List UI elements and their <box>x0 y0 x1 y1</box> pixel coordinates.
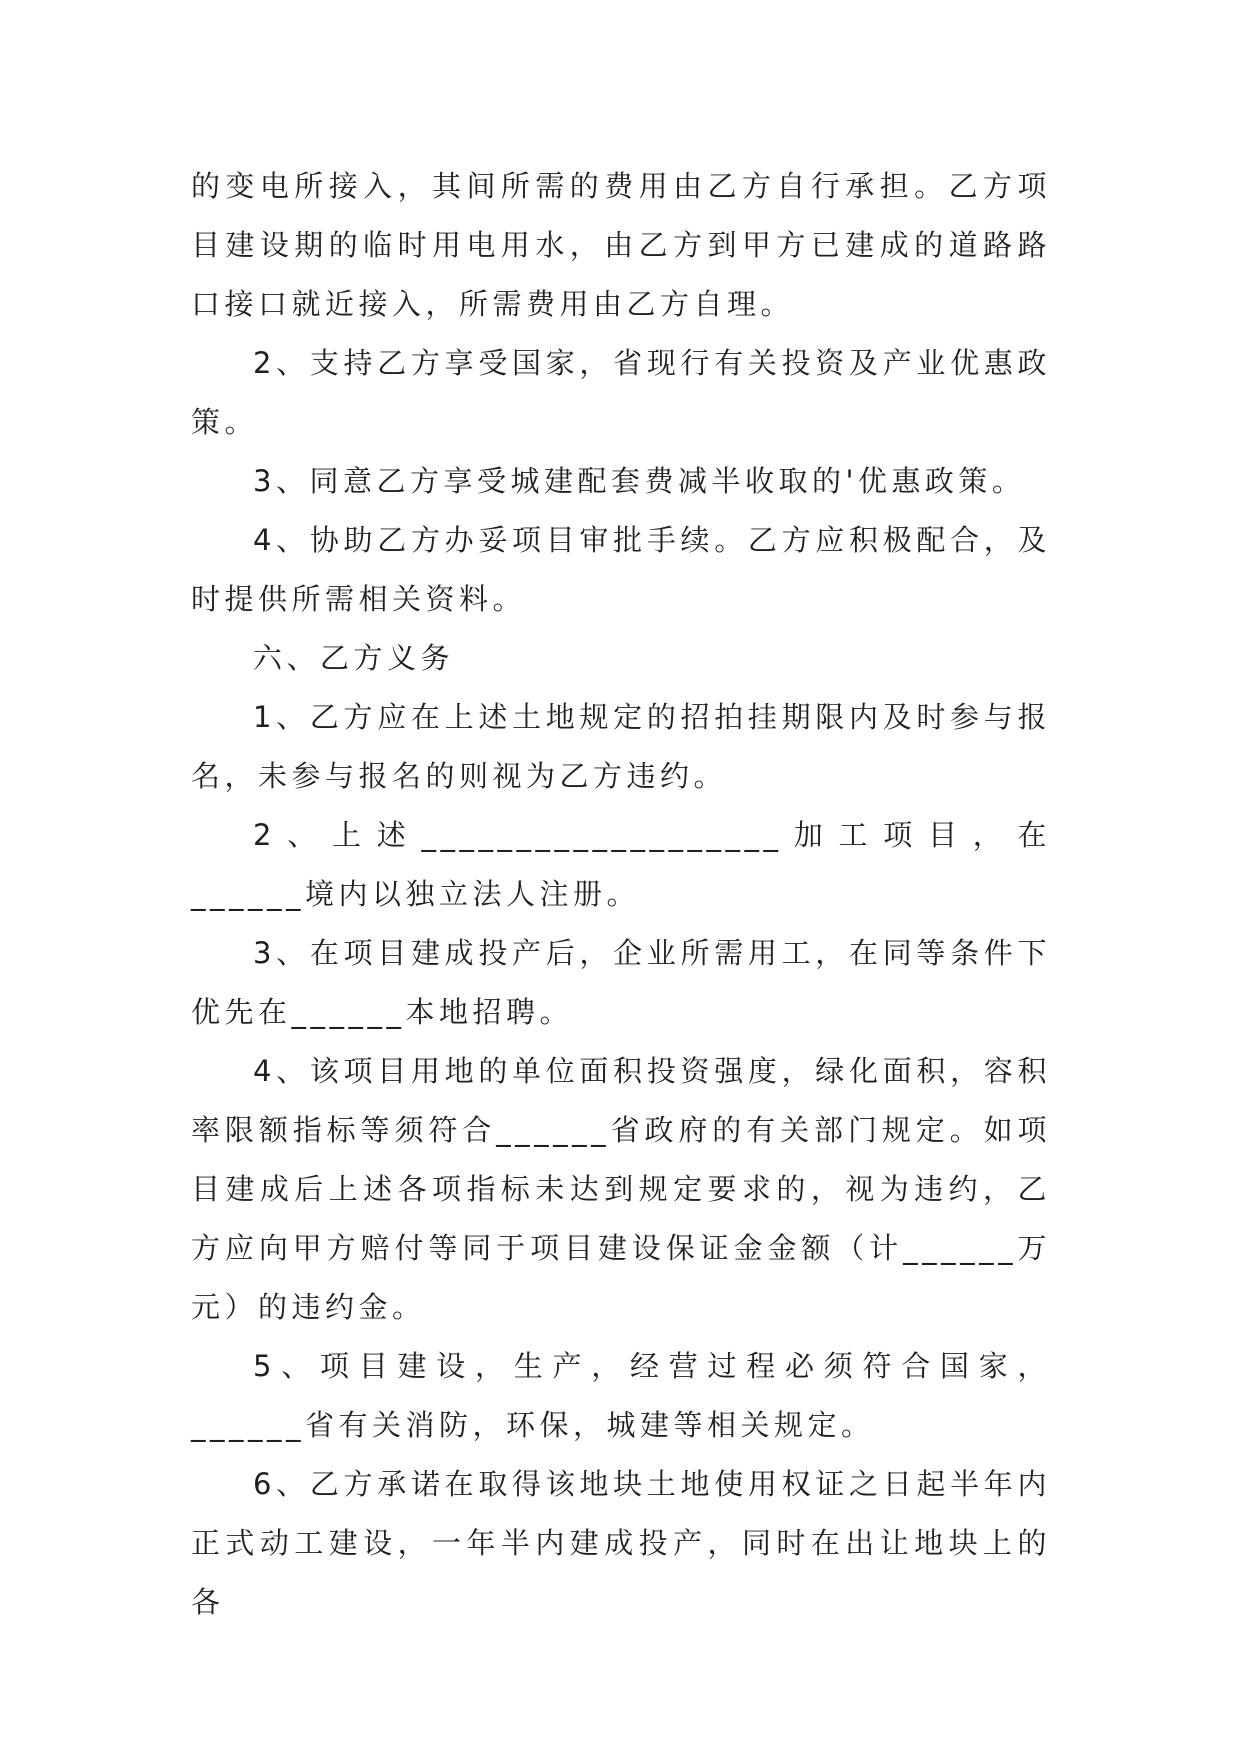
paragraph-obligation-6: 6、乙方承诺在取得该地块土地使用权证之日起半年内正式动工建设，一年半内建成投产，同时在出让地块上的各 <box>191 1467 1051 1619</box>
paragraph-obligation-1: 1、乙方应在上述土地规定的招拍挂期限内及时参与报名，未参与报名的则视为乙方违约。 <box>191 700 1051 793</box>
paragraph-obligation-2: 2、上述___________________加工项目，在______境内以独立法人注册。 <box>191 818 1051 911</box>
document-body <box>191 157 1051 1632</box>
paragraph-obligation-4: 4、该项目用地的单位面积投资强度，绿化面积，容积率限额指标等须符合______省政府的有关部门规定。如项目建成后上述各项指标未达到规定要求的，视为违约，乙方应向甲方赔付等同于项目建设保证金金额（计______万元）的违约金。 <box>191 1054 1051 1324</box>
paragraph-item-2-support-policy: 2、支持乙方享受国家，省现行有关投资及产业优惠政策。 <box>191 346 1051 439</box>
section-heading-party-b-obligations: 六、乙方义务 <box>253 641 455 675</box>
paragraph-item-4-approval: 4、协助乙方办妥项目审批手续。乙方应积极配合，及时提供所需相关资料。 <box>191 523 1051 616</box>
paragraph-obligation-5: 5、项目建设，生产，经营过程必须符合国家，______省有关消防，环保，城建等相关规定。 <box>191 1349 1051 1442</box>
paragraph-continuation: 的变电所接入，其间所需的费用由乙方自行承担。乙方项目建设期的临时用电用水，由乙方到甲方已建成的道路路口接口就近接入，所需费用由乙方自理。 <box>191 169 1051 321</box>
paragraph-obligation-3: 3、在项目建成投产后，企业所需用工，在同等条件下优先在______本地招聘。 <box>191 936 1051 1029</box>
paragraph-item-3-construction-fee: 3、同意乙方享受城建配套费减半收取的'优惠政策。 <box>253 464 1026 498</box>
